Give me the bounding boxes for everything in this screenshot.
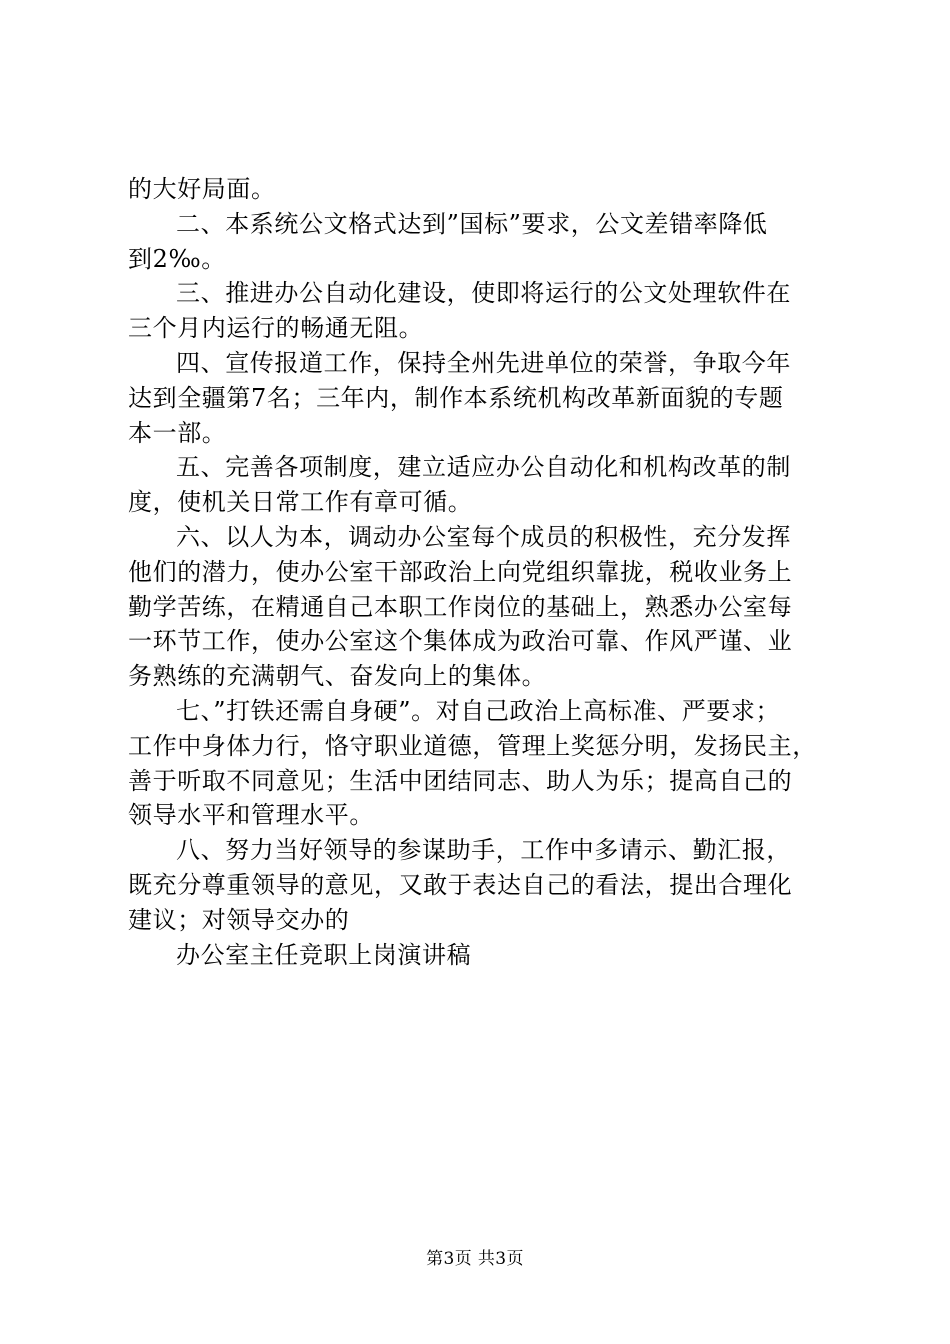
text-line: 领导水平和管理水平。: [128, 801, 374, 830]
text-line: 七、”打铁还需自身硬”。对自己政治上高标准、严要求；: [176, 696, 781, 725]
text-line: 工作中身体力行，恪守职业道德，管理上奖惩分明，发扬民主，: [128, 731, 817, 760]
text-line: 四、宣传报道工作，保持全州先进单位的荣誉，争取今年: [176, 348, 791, 377]
text-line: 度，使机关日常工作有章可循。: [128, 488, 473, 517]
text-line: 勤学苦练，在精通自己本职工作岗位的基础上，熟悉办公室每: [128, 592, 793, 621]
text-line: 二、本系统公文格式达到”国标”要求，公文差错率降低: [176, 209, 768, 238]
paragraph-5: [128, 450, 840, 520]
document-body: [128, 172, 840, 972]
text-line: 他们的潜力，使办公室干部政治上向党组织靠拢，税收业务上: [128, 557, 793, 586]
text-line: 三个月内运行的畅通无阻。: [128, 314, 424, 343]
text-line: 八、努力当好领导的参谋助手，工作中多请示、勤汇报，: [176, 836, 791, 865]
paragraph-6: [128, 520, 840, 694]
paragraph-2: [128, 207, 840, 277]
text-line: 五、完善各项制度，建立适应办公自动化和机构改革的制: [176, 453, 791, 482]
text-line: 本一部。: [128, 418, 227, 447]
text-line: 务熟练的充满朝气、奋发向上的集体。: [128, 662, 547, 691]
text-line: 到2‰。: [128, 244, 226, 273]
paragraph-3: [128, 276, 840, 346]
document-title-line: [128, 938, 840, 973]
text-line: 的大好局面。: [128, 175, 276, 203]
text-line: 既充分尊重领导的意见，又敢于表达自己的看法，提出合理化: [128, 870, 793, 899]
text-line: 建议；对领导交办的: [128, 905, 350, 934]
paragraph-4: [128, 346, 840, 450]
text-line: 善于听取不同意见；生活中团结同志、助人为乐；提高自己的: [128, 766, 793, 795]
text-line: 达到全疆第7名；三年内，制作本系统机构改革新面貌的专题: [128, 383, 784, 412]
paragraph-1: [128, 172, 840, 207]
text-line: 一环节工作，使办公室这个集体成为政治可靠、作风严谨、业: [128, 627, 793, 656]
page-number-label: 第3页 共3页: [426, 1249, 524, 1269]
text-line: 三、推进办公自动化建设，使即将运行的公文处理软件在: [176, 279, 791, 308]
paragraph-7: [128, 694, 840, 833]
paragraph-8: [128, 833, 840, 937]
page-footer: [0, 1244, 950, 1269]
text-line: 办公室主任竞职上岗演讲稿: [176, 940, 472, 969]
text-line: 六、以人为本，调动办公室每个成员的积极性，充分发挥: [176, 522, 791, 551]
